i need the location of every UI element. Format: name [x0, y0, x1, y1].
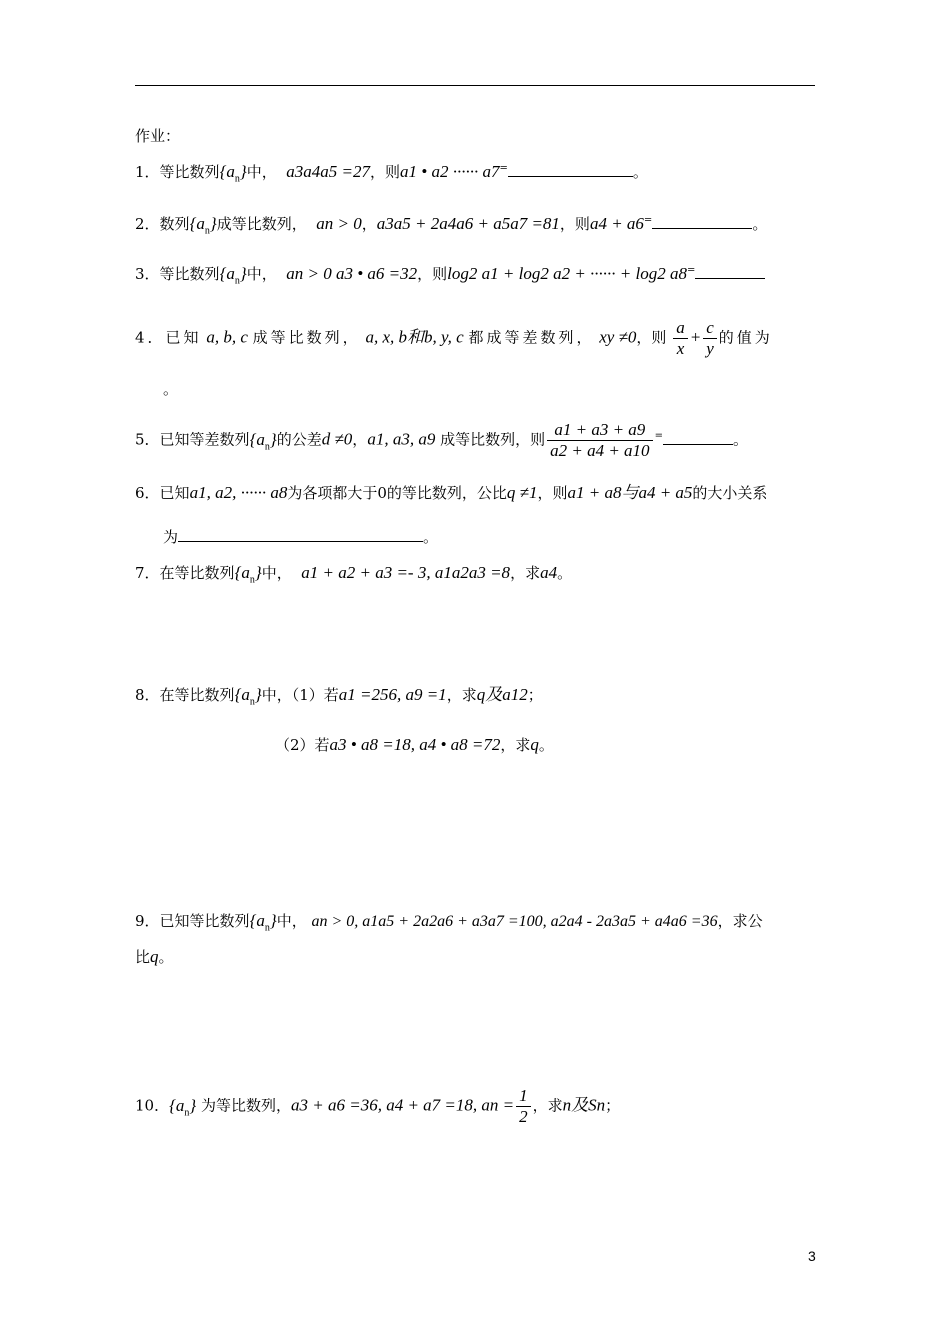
problem-6-cont: 为 。	[163, 528, 439, 546]
fraction-p5: $\frac{a1 + a3 + a9}{a2 + a4 + a10}$	[547, 420, 652, 461]
sequence-an: $\{a_n\}$	[169, 1095, 197, 1118]
sequence-an: $\{a_n\}$	[249, 911, 277, 934]
answer-blank[interactable]	[652, 216, 752, 229]
problem-3: 3．等比数列$\{a_n\}$中， an > 0 a3 • a6 =32，则log2 a1 + log2 a2 + ······ + log2 a8=	[135, 260, 765, 292]
problem-9-cont: 比q。	[135, 947, 174, 966]
answer-blank[interactable]	[508, 164, 633, 177]
page-number: 3	[808, 1248, 816, 1264]
problem-8: 8．在等比数列$\{a_n\}$中，（1）若a1 =256, a9 =1，求q及a12；	[135, 685, 543, 708]
problem-2: 2．数列$\{a_n\}$成等比数列， an > 0，a3a5 + 2a4a6 + a5a7 =81，则a4 + a6= 。	[135, 214, 768, 237]
problem-7: 7．在等比数列$\{a_n\}$中， a1 + a2 + a3 =- 3, a1a2a3 =8，求a4。	[135, 563, 573, 586]
problem-1: 1．等比数列$\{a_n\}$中， a3a4a5 =27，则a1 • a2 ······ a7= 。	[135, 162, 648, 185]
problem-4: 4．已知 a, b, c 成等比数列， a, x, b和b, y, c 都成等差数列， xy ≠0，则 $\frac{a}{x}$ + $\frac{c}{y}$ 的值为	[135, 318, 773, 358]
sequence-an: $\{a_n\}$	[234, 685, 262, 708]
p1-expr: a3a4a5 =27	[286, 162, 370, 181]
sequence-an: $\{a_n\}$	[219, 264, 247, 287]
answer-blank[interactable]	[178, 529, 423, 542]
sequence-an: $\{a_n\}$	[219, 162, 247, 185]
sequence-an: $\{a_n\}$	[249, 429, 277, 452]
header-rule	[135, 85, 815, 86]
problem-6: 6．已知a1, a2, ······ a8为各项都大于0的等比数列，公比q ≠1，则a1 + a8与a4 + a5的大小关系	[135, 483, 768, 502]
fraction-a-over-x: $\frac{a}{x}$	[673, 318, 688, 359]
sequence-an: $\{a_n\}$	[189, 214, 217, 237]
answer-blank[interactable]	[663, 432, 733, 445]
problem-9: 9．已知等比数列$\{a_n\}$中， an > 0, a1a5 + 2a2a6 + a3a7 =100, a2a4 - 2a3a5 + a4a6 =36，求公	[135, 911, 763, 934]
fraction-one-half: $\frac{1}{2}$	[516, 1086, 531, 1127]
p1-expr2: a1 • a2 ······ a7	[400, 162, 500, 181]
answer-blank[interactable]	[695, 266, 765, 279]
problem-10: 10．$\{a_n\}$ 为等比数列，a3 + a6 =36, a4 + a7 =18, an = $\frac{1}{2}$ ，求n及Sn；	[135, 1086, 621, 1126]
sequence-an: $\{a_n\}$	[234, 563, 262, 586]
fraction-c-over-y: $\frac{c}{y}$	[703, 318, 717, 359]
problem-8-part2: （2）若a3 • a8 =18, a4 • a8 =72，求q。	[275, 735, 554, 754]
homework-heading: 作业：	[135, 127, 181, 145]
problem-5: 5．已知等差数列$\{a_n\}$的公差d ≠0，a1, a3, a9 成等比数列，则 $\frac{a1 + a3 + a9}{a2 + a4 + a10}$ = 。	[135, 420, 748, 460]
problem-4-cont: 。	[163, 380, 179, 398]
